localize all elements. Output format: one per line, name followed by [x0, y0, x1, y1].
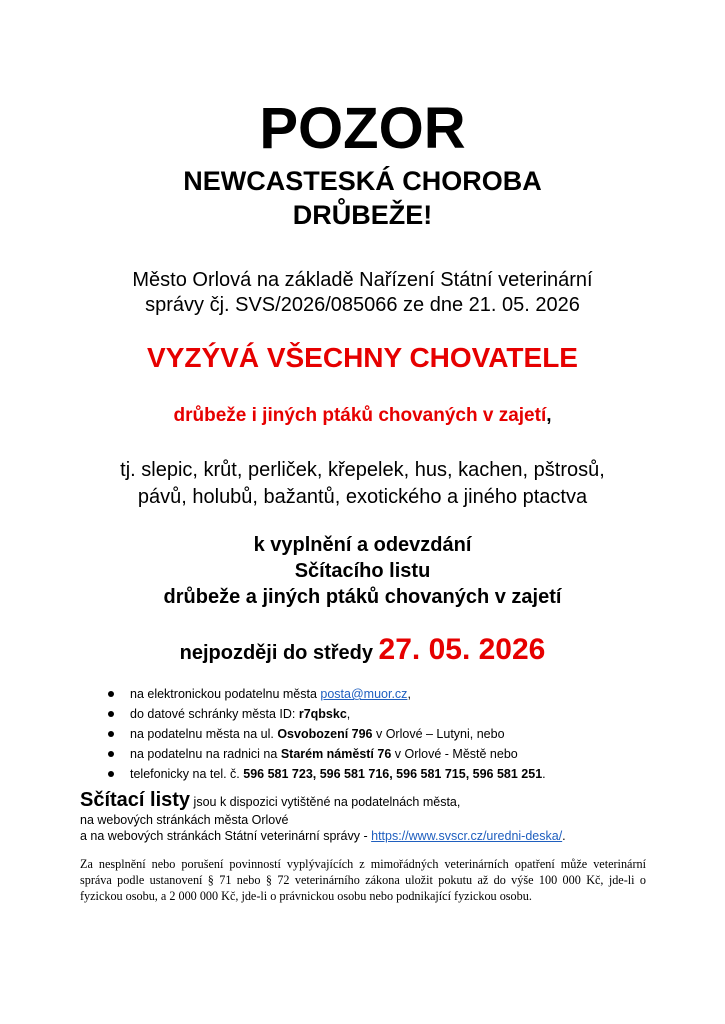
forms-line-1	[80, 788, 680, 812]
action-line-1: k vyplnění a odevzdání	[253, 534, 472, 556]
office-address: Osvobození 796	[277, 727, 373, 741]
method-text-end: ,	[346, 707, 351, 721]
intro-line-2: správy čj. SVS/2026/085066 ze dne 21. 05. 2026	[145, 294, 580, 316]
subtitle-line-1: NEWCASTESKÁ CHOROBA	[183, 166, 542, 196]
intro-line-1: Město Orlová na základě Nařízení Státní veterinární	[132, 269, 593, 291]
email-link[interactable]: posta@muor.cz	[320, 687, 408, 701]
notice-subtitle	[0, 164, 725, 232]
target-group-suffix: ,	[546, 405, 552, 426]
submission-methods-list	[105, 684, 665, 784]
method-data-box	[105, 704, 665, 724]
method-text: na elektronickou podatelnu města	[130, 687, 321, 701]
species-line-1: tj. slepic, krůt, perliček, křepelek, hus, kachen, pštrosů,	[120, 459, 605, 481]
action-block	[0, 532, 725, 610]
action-line-3: drůbeže a jiných ptáků chovaných v zajetí	[163, 586, 562, 608]
method-text: na podatelnu města na ul.	[130, 727, 278, 741]
method-email	[105, 684, 665, 704]
target-group	[0, 403, 725, 429]
town-hall-address: Starém náměstí 76	[280, 747, 392, 761]
method-text-end: ,	[407, 687, 411, 701]
forms-line-3	[80, 828, 680, 844]
species-list	[0, 457, 725, 511]
method-text: telefonicky na tel. č.	[130, 767, 244, 781]
legal-notice: Za nesplnění nebo porušení povinností vyplývajících z mimořádných veterinárních opatření může veterinární správa podle ustanovení § 71 nebo § 72 veterinárního zákona uložit pokutu až do výše 100 000 Kč, jde-li o fyzickou osobu, a 2 000 000 Kč, jde-li o právnickou osobu nebo podnikající fyzickou osobu.	[80, 857, 646, 903]
forms-line-3-text: a na webových stránkách Státní veterinární správy -	[80, 829, 372, 843]
method-phone	[105, 764, 665, 784]
notice-title: POZOR	[259, 96, 466, 161]
forms-line-1-text: jsou k dispozici vytištěné na podatelnách města,	[190, 795, 461, 809]
data-box-id: r7qbskc	[298, 707, 347, 721]
forms-heading: Sčítací listy	[80, 789, 191, 811]
intro-paragraph	[0, 268, 725, 318]
subtitle-line-2: DRŮBEŽE!	[292, 200, 433, 230]
forms-availability	[80, 788, 680, 844]
callout-heading: VYZÝVÁ VŠECHNY CHOVATELE	[147, 342, 578, 373]
method-text: na podatelnu na radnici na	[130, 747, 281, 761]
method-text-end: .	[542, 767, 546, 781]
deadline	[0, 630, 725, 673]
forms-line-2: na webových stránkách města Orlové	[80, 813, 289, 827]
deadline-date: 27. 05. 2026	[378, 633, 546, 666]
deadline-prefix: nejpozději do středy	[179, 642, 379, 664]
method-office-lutyne	[105, 724, 665, 744]
method-text-end: v Orlové – Lutyni, nebo	[372, 727, 505, 741]
forms-line-3-end: .	[562, 829, 566, 843]
action-line-2: Sčítacího listu	[294, 560, 431, 582]
method-text: do datové schránky města ID:	[130, 707, 299, 721]
method-text-end: v Orlové - Městě nebo	[391, 747, 518, 761]
target-group-text: drůbeže i jiných ptáků chovaných v zajetí	[173, 405, 547, 426]
svs-website-link[interactable]: https://www.svscr.cz/uredni-deska/	[371, 829, 563, 843]
phone-numbers: 596 581 723, 596 581 716, 596 581 715, 596 581 251	[243, 767, 543, 781]
species-line-2: pávů, holubů, bažantů, exotického a jiného ptactva	[137, 486, 588, 508]
method-town-hall	[105, 744, 665, 764]
